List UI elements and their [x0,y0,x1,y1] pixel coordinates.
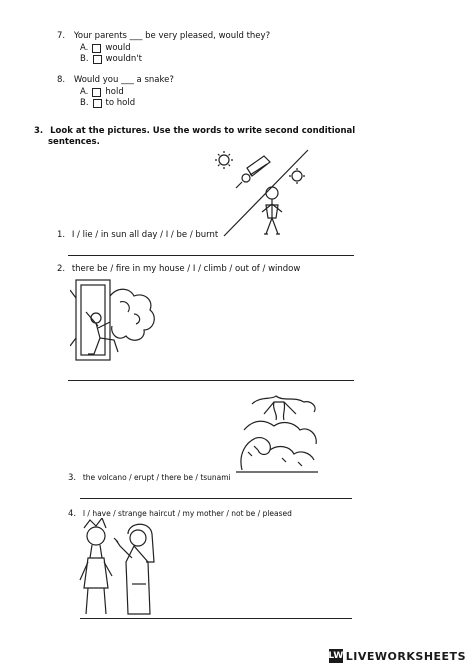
item-1 [57,230,218,240]
question-8 [57,75,174,85]
option-label: hold [105,87,124,97]
option-letter: A. [80,87,89,97]
option-letter: B. [80,54,89,64]
item-number: 2. [57,264,66,274]
item-3 [68,473,231,483]
item-prompt: the volcano / erupt / there be / tsunami [82,473,231,482]
section-instruction-line2: sentences. [48,137,100,147]
option-a[interactable] [80,87,124,97]
item-prompt: I / lie / in sun all day / I / be / burnt [71,230,219,240]
haircut-picture [76,518,162,616]
answer-line[interactable] [68,380,354,381]
answer-line[interactable] [80,498,352,499]
option-label: wouldn't [105,54,142,64]
checkbox[interactable] [93,99,102,108]
section-3-heading [34,126,355,148]
item-number: 1. [57,230,66,240]
question-text: Your parents ___ be very pleased, would they? [73,31,271,41]
logo-mark: LW [328,651,344,661]
window-escape-picture [70,278,160,362]
question-7 [57,31,270,41]
option-a[interactable] [80,43,131,53]
answer-line[interactable] [68,255,354,256]
item-prompt: I / have / strange haircut / my mother / not be / pleased [82,509,292,518]
section-number: 3. [34,126,44,136]
question-number: 7. [57,31,66,41]
sunbathing-picture [212,148,312,240]
item-prompt: there be / fire in my house / I / climb / out of / window [71,264,301,274]
item-number: 4. [68,509,77,519]
section-instruction-line1: Look at the pictures. Use the words to write second conditional [50,126,356,136]
option-b[interactable] [80,98,135,108]
checkbox[interactable] [93,55,102,64]
option-b[interactable] [80,54,142,64]
question-number: 8. [57,75,66,85]
item-number: 3. [68,473,77,483]
volcano-tsunami-picture [234,394,320,474]
option-label: would [105,43,131,53]
liveworksheets-logo [329,649,466,663]
question-text: Would you ___ a snake? [73,75,174,85]
answer-line[interactable] [80,618,352,619]
checkbox[interactable] [92,88,101,97]
option-label: to hold [105,98,136,108]
logo-text: LIVEWORKSHEETS [345,649,466,663]
item-2 [57,264,300,274]
checkbox[interactable] [92,44,101,53]
option-letter: B. [80,98,89,108]
option-letter: A. [80,43,89,53]
